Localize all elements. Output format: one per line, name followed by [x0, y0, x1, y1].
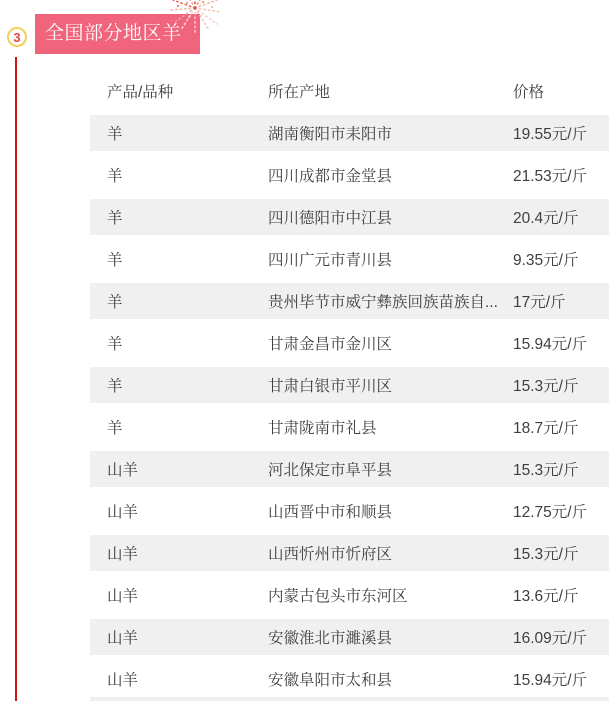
table-row	[90, 199, 609, 235]
cell-price: 15.3元/斤	[513, 535, 609, 571]
cell-product: 羊	[107, 336, 123, 353]
cell-price: 20.4元/斤	[513, 199, 609, 235]
cell-origin: 四川广元市青川县	[268, 252, 393, 269]
table-row	[90, 619, 609, 655]
cell-price: 16.09元/斤	[513, 619, 609, 655]
cell-origin: 甘肃陇南市礼县	[268, 420, 377, 437]
cell-product: 山羊	[107, 588, 139, 605]
cell-origin: 安徽淮北市濉溪县	[268, 619, 513, 655]
cell-origin: 四川德阳市中江县	[268, 199, 513, 235]
cell-price: 9.35元/斤	[513, 252, 579, 269]
cell-product: 羊	[90, 199, 268, 235]
table-row	[90, 367, 609, 403]
col-header-price: 价格	[513, 84, 545, 101]
cell-product: 羊	[107, 420, 123, 437]
cell-price: 19.55元/斤	[513, 115, 609, 151]
table-row	[90, 283, 609, 319]
cell-origin: 山西晋中市和顺县	[268, 504, 393, 521]
cell-price: 12.75元/斤	[513, 504, 588, 521]
section-title-badge	[35, 14, 200, 84]
cell-product: 山羊	[107, 672, 139, 689]
cell-origin: 内蒙古包头市东河区	[268, 588, 408, 605]
table-row	[90, 325, 609, 361]
cell-product: 羊	[90, 115, 268, 151]
cell-product: 羊	[90, 367, 268, 403]
col-header-origin: 所在产地	[268, 84, 331, 101]
price-table-header	[90, 73, 609, 109]
cell-origin: 山西忻州市忻府区	[268, 535, 513, 571]
cell-origin: 甘肃白银市平川区	[268, 367, 513, 403]
table-row	[90, 535, 609, 571]
section-number-badge	[7, 27, 27, 47]
cell-price: 15.3元/斤	[513, 367, 609, 403]
cell-product: 羊	[90, 283, 268, 319]
table-row	[90, 409, 609, 445]
cell-origin: 安徽阜阳市太和县	[268, 672, 393, 689]
table-row	[90, 157, 609, 193]
table-row	[90, 241, 609, 277]
cell-product: 山羊	[90, 619, 268, 655]
cell-price: 15.94元/斤	[513, 672, 588, 689]
section-guide-line	[15, 57, 17, 701]
cell-price: 15.94元/斤	[513, 336, 588, 353]
cell-price: 17元/斤	[513, 283, 609, 319]
cell-origin: 甘肃金昌市金川区	[268, 336, 393, 353]
col-header-product: 产品/品种	[107, 84, 174, 101]
table-row	[90, 451, 609, 487]
cell-product: 羊	[107, 168, 123, 185]
cell-product: 山羊	[107, 504, 139, 521]
header-row	[90, 73, 609, 109]
section-title: 全国部分地区羊价	[45, 23, 182, 84]
cell-origin: 湖南衡阳市耒阳市	[268, 115, 513, 151]
next-row-peek	[90, 697, 609, 701]
table-row	[90, 577, 609, 613]
section-number: 3	[13, 29, 21, 45]
table-row	[90, 115, 609, 151]
table-row	[90, 493, 609, 529]
price-table-body	[90, 115, 609, 697]
table-row	[90, 661, 609, 697]
cell-price: 18.7元/斤	[513, 420, 579, 437]
cell-price: 21.53元/斤	[513, 168, 588, 185]
cell-price: 13.6元/斤	[513, 588, 579, 605]
cell-origin: 河北保定市阜平县	[268, 451, 513, 487]
cell-product: 羊	[107, 252, 123, 269]
cell-product: 山羊	[90, 535, 268, 571]
price-table	[90, 67, 609, 701]
cell-origin: 四川成都市金堂县	[268, 168, 393, 185]
cell-price: 15.3元/斤	[513, 451, 609, 487]
cell-product: 山羊	[90, 451, 268, 487]
cell-origin: 贵州毕节市威宁彝族回族苗族自...	[268, 283, 513, 319]
